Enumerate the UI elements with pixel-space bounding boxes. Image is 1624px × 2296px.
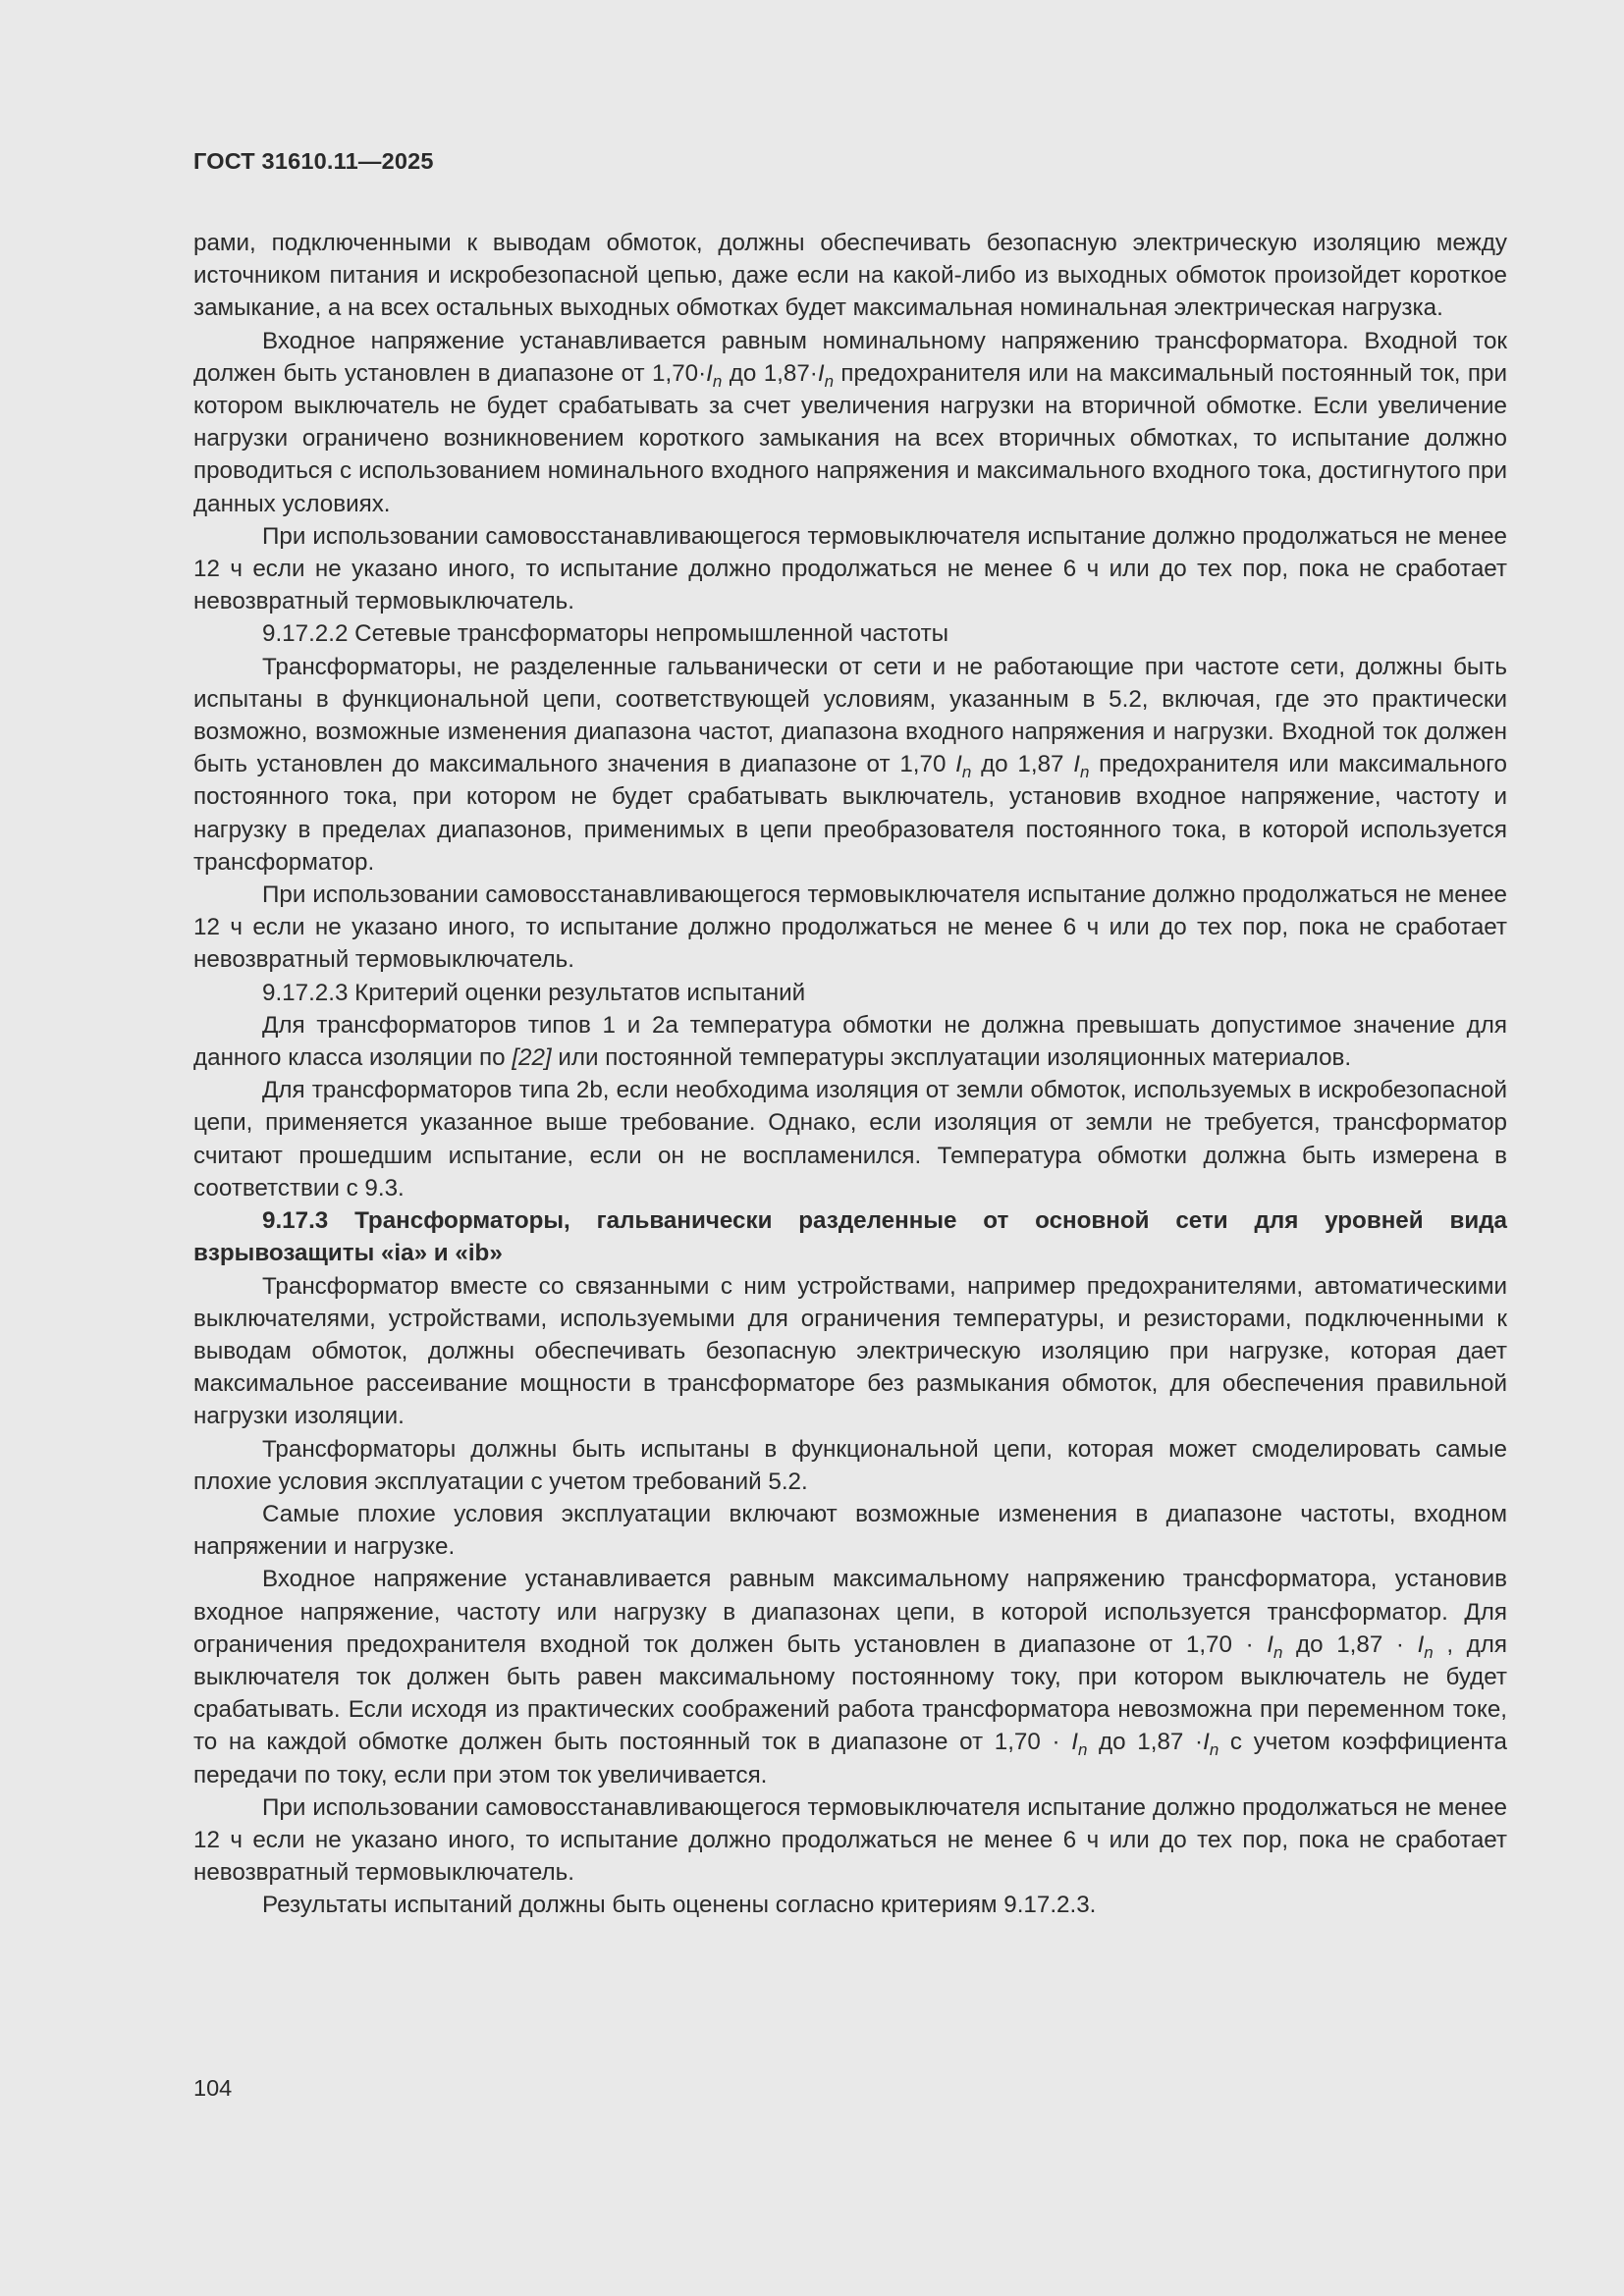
paragraph-thermal-switch-1: При использовании самовосстанавливающегося термовыключателя испытание должно продолжаться не менее 12 ч если не указано иного, то испытание должно продолжаться не менее 6 ч или до тех пор, пока не сработает невозвратный термовыключатель.: [193, 522, 1507, 615]
paragraph-transformer-devices: Трансформатор вместе со связанными с ним устройствами, например предохранителями, автоматическими выключателями, устройствами, используемыми для ограничения температуры, и резисторами, подключенными к выводам обмоток, должны обеспечивать безопасную электрическую изоляцию при нагрузке, которая дает максимальное рассеивание мощности в трансформаторе без размыкания обмоток, для обеспечения правильной нагрузки изоляции.: [193, 1272, 1507, 1430]
section-heading-9-17-2-2: 9.17.2.2 Сетевые трансформаторы непромышленной частоты: [262, 620, 949, 648]
paragraph-types-1-2a: Для трансформаторов типов 1 и 2а температура обмотки не должна превышать допустимое значение для данного класса изоляции по [22] или постоянной температуры эксплуатации изоляционных материалов.: [193, 1011, 1507, 1072]
paragraph-functional-circuit: Трансформаторы должны быть испытаны в функциональной цепи, которая может смоделировать самые плохие условия эксплуатации с учетом требований 5.2.: [193, 1435, 1507, 1495]
standard-code-header: ГОСТ 31610.11—2025: [193, 148, 434, 174]
paragraph-results: Результаты испытаний должны быть оценены согласно критериям 9.17.2.3.: [262, 1892, 1097, 1919]
paragraph-continuation: рами, подключенными к выводам обмоток, должны обеспечивать безопасную электрическую изоляцию между источником питания и искробезопасной цепью, даже если на какой-либо из выходных обмоток произойдет короткое замыкание, а на всех остальных выходных обмотках будет максимальная номинальная электрическая нагрузка.: [193, 230, 1507, 322]
paragraph-max-voltage: Входное напряжение устанавливается равным максимальному напряжению трансформатора, установив входное напряжение, частоту или нагрузку в диапазонах цепи, в которой используется трансформатор. Для ограничения предохранителя входной ток должен быть установлен в диапазоне от $1,70 \cdot I_n$ до $1,87 \cdot I_n$ , для выключателя ток должен быть равен максимальному постоянному току, при котором выключатель не будет срабатывать. Если исходя из практических соображений работа трансформатора невозможна при переменном токе, то на каждой обмотке должен быть постоянный ток в диапазоне от $1,70 \cdot I_n$ до $1,87 \cdot I_n$ с учетом коэффициента передачи по току, если при этом ток увеличивается.: [193, 1566, 1507, 1789]
document-body: [193, 227, 1507, 1922]
paragraph-non-industrial-frequency: Трансформаторы, не разделенные гальванически от сети и не работающие при частоте сети, должны быть испытаны в функциональной цепи, соответствующей условиям, указанным в 5.2, включая, где это практически возможно, возможные изменения диапазона частот, диапазона входного напряжения и нагрузки. Входной ток должен быть установлен до максимального значения в диапазоне от 1,70 $I_n$ до 1,87 $I_n$ предохранителя или максимального постоянного тока, при котором не будет срабатывать выключатель, установив входное напряжение, частоту и нагрузку в пределах диапазонов, применимых в цепи преобразователя постоянного тока, в которой используется трансформатор.: [193, 653, 1507, 876]
page-number: 104: [193, 2075, 233, 2101]
paragraph-type-2b: Для трансформаторов типа 2b, если необходима изоляция от земли обмоток, используемых в искробезопасной цепи, применяется указанное выше требование. Однако, если изоляция от земли не требуется, трансформатор считают прошедшим испытание, если он не воспламенился. Температура обмотки должна быть измерена в соответствии с 9.3.: [193, 1077, 1507, 1201]
section-heading-9-17-2-3: 9.17.2.3 Критерий оценки результатов испытаний: [262, 979, 806, 1006]
paragraph-worst-conditions: Самые плохие условия эксплуатации включают возможные изменения в диапазоне частоты, входном напряжении и нагрузке.: [193, 1500, 1507, 1561]
paragraph-thermal-switch-3: При использовании самовосстанавливающегося термовыключателя испытание должно продолжаться не менее 12 ч если не указано иного, то испытание должно продолжаться не менее 6 ч или до тех пор, пока не сработает невозвратный термовыключатель.: [193, 1793, 1507, 1887]
paragraph-input-voltage: Входное напряжение устанавливается равным номинальному напряжению трансформатора. Входной ток должен быть установлен в диапазоне от $1,70\cdot I_n$ до $1,87\cdot I_n$ предохранителя или на максимальный постоянный ток, при котором выключатель не будет срабатывать за счет увеличения нагрузки на вторичной обмотке. Если увеличение нагрузки ограничено возникновением короткого замыкания на всех вторичных обмотках, то испытание должно проводиться с использованием номинального входного напряжения и максимального входного тока, достигнутого при данных условиях.: [193, 327, 1507, 517]
paragraph-thermal-switch-2: При использовании самовосстанавливающегося термовыключателя испытание должно продолжаться не менее 12 ч если не указано иного, то испытание должно продолжаться не менее 6 ч или до тех пор, пока не сработает невозвратный термовыключатель.: [193, 881, 1507, 974]
section-heading-9-17-3: 9.17.3 Трансформаторы, гальванически разделенные от основной сети для уровней вида взрывозащиты «ia» и «ib»: [193, 1207, 1507, 1267]
reference-22: [22]: [512, 1044, 552, 1072]
